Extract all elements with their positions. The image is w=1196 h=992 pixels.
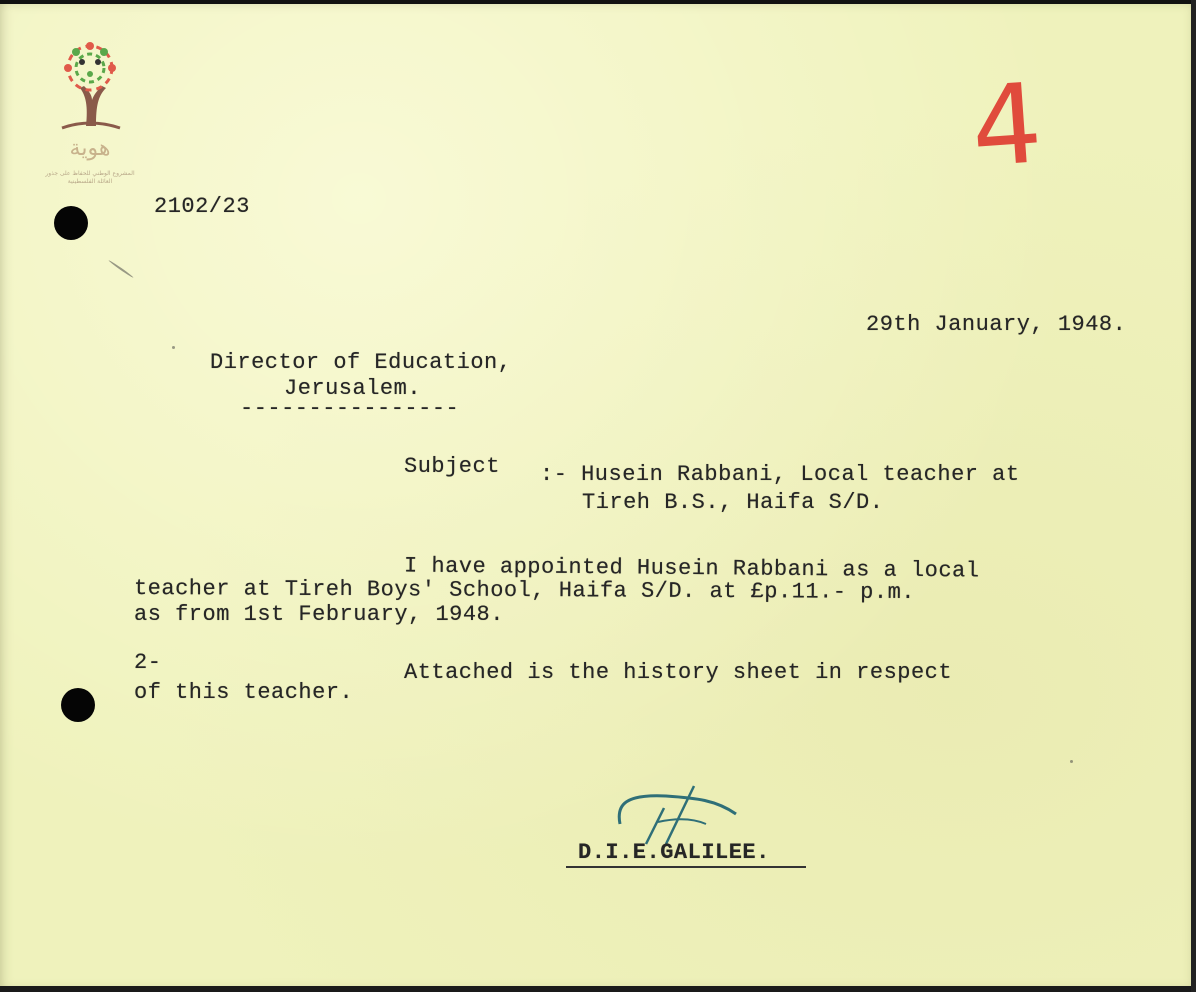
letter-date: 29th January, 1948. xyxy=(866,312,1127,337)
addressee-rule: ---------------- xyxy=(240,396,460,421)
body-para1-line-3: as from 1st February, 1948. xyxy=(134,602,504,627)
reference-number: 2102/23 xyxy=(154,194,250,219)
signature-underline xyxy=(566,866,806,868)
scan-mark xyxy=(108,260,134,279)
archive-logo xyxy=(40,34,140,194)
body-para1-line-2: teacher at Tireh Boys' School, Haifa S/D. at £p.11.- p.m. xyxy=(133,575,916,606)
subject-line-2: Tireh B.S., Haifa S/D. xyxy=(582,490,884,515)
scan-top-edge xyxy=(0,0,1196,4)
punch-hole-top xyxy=(54,206,88,240)
logo-tagline: المشروع الوطني للحفاظ على جذور العائلة الفلسطينية xyxy=(45,170,135,185)
subject-label: Subject xyxy=(404,454,500,479)
scan-speck xyxy=(172,346,175,349)
body-para1-line-1: I have appointed Husein Rabbani as a local xyxy=(403,553,980,584)
scan-speck xyxy=(1070,760,1073,763)
scan-bottom-edge xyxy=(0,986,1196,992)
logo-brand-text: هوية xyxy=(69,136,111,161)
page-number: 4 xyxy=(967,59,1047,192)
scan-right-edge xyxy=(1191,0,1196,992)
subject-line-1: :- Husein Rabbani, Local teacher at xyxy=(540,462,1020,487)
body-para2-number: 2- xyxy=(134,650,162,675)
tree-people-logo-icon xyxy=(40,34,140,134)
punch-hole-bottom xyxy=(61,688,95,722)
body-para2-line-2: of this teacher. xyxy=(134,680,354,705)
addressee-line-1: Director of Education, xyxy=(210,350,512,375)
body-para2-line-1: Attached is the history sheet in respect xyxy=(404,660,953,685)
addressee-line-2: Jerusalem. xyxy=(284,376,422,401)
signatory-title: D.I.E.GALILEE. xyxy=(578,840,770,865)
